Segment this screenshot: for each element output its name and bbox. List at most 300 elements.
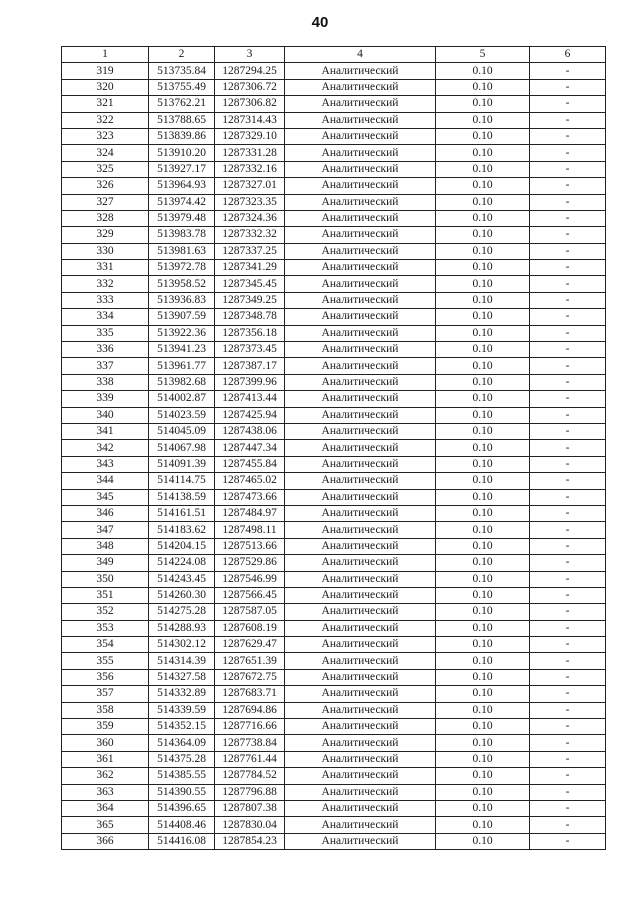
x-coordinate-cell: 514288.93: [149, 620, 215, 636]
y-coordinate-cell: 1287413.44: [215, 391, 285, 407]
accuracy-cell: 0.10: [436, 342, 530, 358]
note-cell: -: [530, 407, 606, 423]
accuracy-cell: 0.10: [436, 292, 530, 308]
point-number-cell: 326: [62, 178, 149, 194]
y-coordinate-cell: 1287465.02: [215, 473, 285, 489]
note-cell: -: [530, 243, 606, 259]
method-cell: Аналитический: [285, 96, 436, 112]
method-cell: Аналитический: [285, 637, 436, 653]
accuracy-cell: 0.10: [436, 325, 530, 341]
table-row: [62, 489, 606, 505]
method-cell: Аналитический: [285, 555, 436, 571]
table-row: [62, 538, 606, 554]
note-cell: -: [530, 489, 606, 505]
x-coordinate-cell: 513972.78: [149, 260, 215, 276]
point-number-cell: 328: [62, 210, 149, 226]
note-cell: -: [530, 260, 606, 276]
accuracy-cell: 0.10: [436, 800, 530, 816]
table-row: [62, 194, 606, 210]
method-cell: Аналитический: [285, 145, 436, 161]
accuracy-cell: 0.10: [436, 79, 530, 95]
method-cell: Аналитический: [285, 719, 436, 735]
accuracy-cell: 0.10: [436, 96, 530, 112]
x-coordinate-cell: 514375.28: [149, 751, 215, 767]
x-coordinate-cell: 513941.23: [149, 342, 215, 358]
note-cell: -: [530, 686, 606, 702]
table-row: [62, 800, 606, 816]
point-number-cell: 353: [62, 620, 149, 636]
table-row: [62, 309, 606, 325]
method-cell: Аналитический: [285, 784, 436, 800]
point-number-cell: 341: [62, 423, 149, 439]
table-row: [62, 719, 606, 735]
accuracy-cell: 0.10: [436, 669, 530, 685]
point-number-cell: 337: [62, 358, 149, 374]
x-coordinate-cell: 514396.65: [149, 800, 215, 816]
accuracy-cell: 0.10: [436, 637, 530, 653]
table-row: [62, 784, 606, 800]
accuracy-cell: 0.10: [436, 571, 530, 587]
y-coordinate-cell: 1287587.05: [215, 604, 285, 620]
table-row: [62, 669, 606, 685]
point-number-cell: 320: [62, 79, 149, 95]
note-cell: -: [530, 63, 606, 79]
method-cell: Аналитический: [285, 194, 436, 210]
table-row: [62, 276, 606, 292]
y-coordinate-cell: 1287672.75: [215, 669, 285, 685]
table-row: [62, 735, 606, 751]
y-coordinate-cell: 1287566.45: [215, 587, 285, 603]
method-cell: Аналитический: [285, 391, 436, 407]
note-cell: -: [530, 620, 606, 636]
point-number-cell: 344: [62, 473, 149, 489]
note-cell: -: [530, 161, 606, 177]
x-coordinate-cell: 513755.49: [149, 79, 215, 95]
table-row: [62, 407, 606, 423]
method-cell: Аналитический: [285, 768, 436, 784]
x-coordinate-cell: 514364.09: [149, 735, 215, 751]
accuracy-cell: 0.10: [436, 260, 530, 276]
method-cell: Аналитический: [285, 735, 436, 751]
point-number-cell: 331: [62, 260, 149, 276]
x-coordinate-cell: 514067.98: [149, 440, 215, 456]
note-cell: -: [530, 145, 606, 161]
method-cell: Аналитический: [285, 653, 436, 669]
note-cell: -: [530, 522, 606, 538]
note-cell: -: [530, 292, 606, 308]
note-cell: -: [530, 702, 606, 718]
method-cell: Аналитический: [285, 686, 436, 702]
table-row: [62, 358, 606, 374]
note-cell: -: [530, 719, 606, 735]
x-coordinate-cell: 514416.08: [149, 833, 215, 849]
table-row: [62, 456, 606, 472]
point-number-cell: 332: [62, 276, 149, 292]
x-coordinate-cell: 513762.21: [149, 96, 215, 112]
accuracy-cell: 0.10: [436, 440, 530, 456]
y-coordinate-cell: 1287425.94: [215, 407, 285, 423]
method-cell: Аналитический: [285, 833, 436, 849]
note-cell: -: [530, 391, 606, 407]
table-row: [62, 653, 606, 669]
point-number-cell: 357: [62, 686, 149, 702]
method-cell: Аналитический: [285, 538, 436, 554]
accuracy-cell: 0.10: [436, 210, 530, 226]
y-coordinate-cell: 1287629.47: [215, 637, 285, 653]
table-header-row: [62, 47, 606, 63]
y-coordinate-cell: 1287332.16: [215, 161, 285, 177]
note-cell: -: [530, 456, 606, 472]
y-coordinate-cell: 1287651.39: [215, 653, 285, 669]
note-cell: -: [530, 637, 606, 653]
note-cell: -: [530, 833, 606, 849]
x-coordinate-cell: 514045.09: [149, 423, 215, 439]
table-row: [62, 702, 606, 718]
table-row: [62, 768, 606, 784]
x-coordinate-cell: 514339.59: [149, 702, 215, 718]
table-row: [62, 374, 606, 390]
y-coordinate-cell: 1287306.72: [215, 79, 285, 95]
table-row: [62, 325, 606, 341]
x-coordinate-cell: 514332.89: [149, 686, 215, 702]
point-number-cell: 360: [62, 735, 149, 751]
note-cell: -: [530, 178, 606, 194]
note-cell: -: [530, 194, 606, 210]
note-cell: -: [530, 555, 606, 571]
y-coordinate-cell: 1287513.66: [215, 538, 285, 554]
point-number-cell: 330: [62, 243, 149, 259]
accuracy-cell: 0.10: [436, 784, 530, 800]
note-cell: -: [530, 768, 606, 784]
accuracy-cell: 0.10: [436, 522, 530, 538]
method-cell: Аналитический: [285, 423, 436, 439]
method-cell: Аналитический: [285, 456, 436, 472]
x-coordinate-cell: 514260.30: [149, 587, 215, 603]
accuracy-cell: 0.10: [436, 145, 530, 161]
note-cell: -: [530, 784, 606, 800]
x-coordinate-cell: 514352.15: [149, 719, 215, 735]
x-coordinate-cell: 514327.58: [149, 669, 215, 685]
y-coordinate-cell: 1287323.35: [215, 194, 285, 210]
y-coordinate-cell: 1287546.99: [215, 571, 285, 587]
table-row: [62, 587, 606, 603]
y-coordinate-cell: 1287387.17: [215, 358, 285, 374]
x-coordinate-cell: 513981.63: [149, 243, 215, 259]
note-cell: -: [530, 423, 606, 439]
y-coordinate-cell: 1287694.86: [215, 702, 285, 718]
method-cell: Аналитический: [285, 505, 436, 521]
x-coordinate-cell: 514161.51: [149, 505, 215, 521]
point-number-cell: 327: [62, 194, 149, 210]
method-cell: Аналитический: [285, 817, 436, 833]
y-coordinate-cell: 1287341.29: [215, 260, 285, 276]
x-coordinate-cell: 513936.83: [149, 292, 215, 308]
accuracy-cell: 0.10: [436, 194, 530, 210]
method-cell: Аналитический: [285, 489, 436, 505]
note-cell: -: [530, 571, 606, 587]
method-cell: Аналитический: [285, 604, 436, 620]
table-row: [62, 522, 606, 538]
x-coordinate-cell: 513788.65: [149, 112, 215, 128]
point-number-cell: 321: [62, 96, 149, 112]
y-coordinate-cell: 1287332.32: [215, 227, 285, 243]
table-row: [62, 555, 606, 571]
method-cell: Аналитический: [285, 702, 436, 718]
point-number-cell: 359: [62, 719, 149, 735]
method-cell: Аналитический: [285, 63, 436, 79]
note-cell: -: [530, 276, 606, 292]
y-coordinate-cell: 1287438.06: [215, 423, 285, 439]
accuracy-cell: 0.10: [436, 407, 530, 423]
y-coordinate-cell: 1287608.19: [215, 620, 285, 636]
table-row: [62, 571, 606, 587]
point-number-cell: 364: [62, 800, 149, 816]
point-number-cell: 340: [62, 407, 149, 423]
table-row: [62, 833, 606, 849]
point-number-cell: 361: [62, 751, 149, 767]
y-coordinate-cell: 1287349.25: [215, 292, 285, 308]
table-row: [62, 260, 606, 276]
x-coordinate-cell: 514204.15: [149, 538, 215, 554]
x-coordinate-cell: 513735.84: [149, 63, 215, 79]
note-cell: -: [530, 128, 606, 144]
point-number-cell: 348: [62, 538, 149, 554]
x-coordinate-cell: 513983.78: [149, 227, 215, 243]
note-cell: -: [530, 473, 606, 489]
accuracy-cell: 0.10: [436, 63, 530, 79]
method-cell: Аналитический: [285, 292, 436, 308]
point-number-cell: 336: [62, 342, 149, 358]
point-number-cell: 319: [62, 63, 149, 79]
accuracy-cell: 0.10: [436, 604, 530, 620]
table-row: [62, 292, 606, 308]
y-coordinate-cell: 1287373.45: [215, 342, 285, 358]
table-row: [62, 112, 606, 128]
note-cell: -: [530, 227, 606, 243]
y-coordinate-cell: 1287324.36: [215, 210, 285, 226]
method-cell: Аналитический: [285, 325, 436, 341]
y-coordinate-cell: 1287529.86: [215, 555, 285, 571]
note-cell: -: [530, 342, 606, 358]
method-cell: Аналитический: [285, 276, 436, 292]
x-coordinate-cell: 514224.08: [149, 555, 215, 571]
method-cell: Аналитический: [285, 210, 436, 226]
x-coordinate-cell: 514275.28: [149, 604, 215, 620]
column-header: 2: [149, 47, 215, 63]
note-cell: -: [530, 669, 606, 685]
y-coordinate-cell: 1287683.71: [215, 686, 285, 702]
x-coordinate-cell: 513964.93: [149, 178, 215, 194]
x-coordinate-cell: 513910.20: [149, 145, 215, 161]
note-cell: -: [530, 440, 606, 456]
column-header: 6: [530, 47, 606, 63]
accuracy-cell: 0.10: [436, 358, 530, 374]
table-row: [62, 178, 606, 194]
accuracy-cell: 0.10: [436, 686, 530, 702]
table-row: [62, 128, 606, 144]
column-header: 5: [436, 47, 530, 63]
y-coordinate-cell: 1287329.10: [215, 128, 285, 144]
column-header: 1: [62, 47, 149, 63]
note-cell: -: [530, 374, 606, 390]
table-row: [62, 686, 606, 702]
table-row: [62, 604, 606, 620]
column-header: 4: [285, 47, 436, 63]
point-number-cell: 352: [62, 604, 149, 620]
method-cell: Аналитический: [285, 227, 436, 243]
y-coordinate-cell: 1287784.52: [215, 768, 285, 784]
x-coordinate-cell: 513839.86: [149, 128, 215, 144]
x-coordinate-cell: 513927.17: [149, 161, 215, 177]
y-coordinate-cell: 1287498.11: [215, 522, 285, 538]
accuracy-cell: 0.10: [436, 833, 530, 849]
x-coordinate-cell: 514023.59: [149, 407, 215, 423]
x-coordinate-cell: 514114.75: [149, 473, 215, 489]
point-number-cell: 333: [62, 292, 149, 308]
accuracy-cell: 0.10: [436, 653, 530, 669]
method-cell: Аналитический: [285, 571, 436, 587]
page-number: 40: [311, 14, 329, 31]
y-coordinate-cell: 1287738.84: [215, 735, 285, 751]
table-row: [62, 161, 606, 177]
method-cell: Аналитический: [285, 473, 436, 489]
y-coordinate-cell: 1287455.84: [215, 456, 285, 472]
accuracy-cell: 0.10: [436, 473, 530, 489]
accuracy-cell: 0.10: [436, 391, 530, 407]
accuracy-cell: 0.10: [436, 620, 530, 636]
point-number-cell: 323: [62, 128, 149, 144]
note-cell: -: [530, 210, 606, 226]
point-number-cell: 349: [62, 555, 149, 571]
point-number-cell: 365: [62, 817, 149, 833]
note-cell: -: [530, 538, 606, 554]
point-number-cell: 342: [62, 440, 149, 456]
method-cell: Аналитический: [285, 669, 436, 685]
method-cell: Аналитический: [285, 522, 436, 538]
x-coordinate-cell: 513907.59: [149, 309, 215, 325]
coordinates-table: [61, 46, 606, 850]
method-cell: Аналитический: [285, 587, 436, 603]
y-coordinate-cell: 1287796.88: [215, 784, 285, 800]
accuracy-cell: 0.10: [436, 423, 530, 439]
point-number-cell: 346: [62, 505, 149, 521]
accuracy-cell: 0.10: [436, 243, 530, 259]
accuracy-cell: 0.10: [436, 374, 530, 390]
note-cell: -: [530, 735, 606, 751]
accuracy-cell: 0.10: [436, 112, 530, 128]
y-coordinate-cell: 1287484.97: [215, 505, 285, 521]
x-coordinate-cell: 514138.59: [149, 489, 215, 505]
x-coordinate-cell: 513982.68: [149, 374, 215, 390]
point-number-cell: 356: [62, 669, 149, 685]
note-cell: -: [530, 505, 606, 521]
point-number-cell: 354: [62, 637, 149, 653]
method-cell: Аналитический: [285, 161, 436, 177]
point-number-cell: 358: [62, 702, 149, 718]
accuracy-cell: 0.10: [436, 817, 530, 833]
point-number-cell: 324: [62, 145, 149, 161]
note-cell: -: [530, 112, 606, 128]
table-row: [62, 79, 606, 95]
accuracy-cell: 0.10: [436, 161, 530, 177]
x-coordinate-cell: 514314.39: [149, 653, 215, 669]
point-number-cell: 338: [62, 374, 149, 390]
x-coordinate-cell: 513961.77: [149, 358, 215, 374]
x-coordinate-cell: 514002.87: [149, 391, 215, 407]
method-cell: Аналитический: [285, 309, 436, 325]
x-coordinate-cell: 514408.46: [149, 817, 215, 833]
method-cell: Аналитический: [285, 358, 436, 374]
accuracy-cell: 0.10: [436, 309, 530, 325]
accuracy-cell: 0.10: [436, 555, 530, 571]
point-number-cell: 345: [62, 489, 149, 505]
table-row: [62, 440, 606, 456]
method-cell: Аналитический: [285, 79, 436, 95]
table-row: [62, 751, 606, 767]
method-cell: Аналитический: [285, 178, 436, 194]
accuracy-cell: 0.10: [436, 276, 530, 292]
note-cell: -: [530, 358, 606, 374]
point-number-cell: 362: [62, 768, 149, 784]
y-coordinate-cell: 1287294.25: [215, 63, 285, 79]
note-cell: -: [530, 604, 606, 620]
x-coordinate-cell: 513974.42: [149, 194, 215, 210]
accuracy-cell: 0.10: [436, 587, 530, 603]
method-cell: Аналитический: [285, 620, 436, 636]
y-coordinate-cell: 1287306.82: [215, 96, 285, 112]
method-cell: Аналитический: [285, 128, 436, 144]
x-coordinate-cell: 514183.62: [149, 522, 215, 538]
method-cell: Аналитический: [285, 800, 436, 816]
table-row: [62, 243, 606, 259]
x-coordinate-cell: 513922.36: [149, 325, 215, 341]
accuracy-cell: 0.10: [436, 702, 530, 718]
method-cell: Аналитический: [285, 260, 436, 276]
note-cell: -: [530, 96, 606, 112]
point-number-cell: 339: [62, 391, 149, 407]
y-coordinate-cell: 1287331.28: [215, 145, 285, 161]
point-number-cell: 325: [62, 161, 149, 177]
y-coordinate-cell: 1287716.66: [215, 719, 285, 735]
x-coordinate-cell: 514390.55: [149, 784, 215, 800]
table-row: [62, 423, 606, 439]
table-row: [62, 63, 606, 79]
point-number-cell: 350: [62, 571, 149, 587]
table-row: [62, 637, 606, 653]
note-cell: -: [530, 309, 606, 325]
note-cell: -: [530, 751, 606, 767]
table-row: [62, 391, 606, 407]
x-coordinate-cell: 513979.48: [149, 210, 215, 226]
y-coordinate-cell: 1287314.43: [215, 112, 285, 128]
table-row: [62, 473, 606, 489]
table-row: [62, 505, 606, 521]
point-number-cell: 343: [62, 456, 149, 472]
y-coordinate-cell: 1287761.44: [215, 751, 285, 767]
x-coordinate-cell: 514243.45: [149, 571, 215, 587]
table-row: [62, 342, 606, 358]
point-number-cell: 334: [62, 309, 149, 325]
point-number-cell: 329: [62, 227, 149, 243]
y-coordinate-cell: 1287356.18: [215, 325, 285, 341]
y-coordinate-cell: 1287337.25: [215, 243, 285, 259]
table-row: [62, 96, 606, 112]
table-row: [62, 817, 606, 833]
table-row: [62, 227, 606, 243]
accuracy-cell: 0.10: [436, 538, 530, 554]
note-cell: -: [530, 653, 606, 669]
note-cell: -: [530, 79, 606, 95]
